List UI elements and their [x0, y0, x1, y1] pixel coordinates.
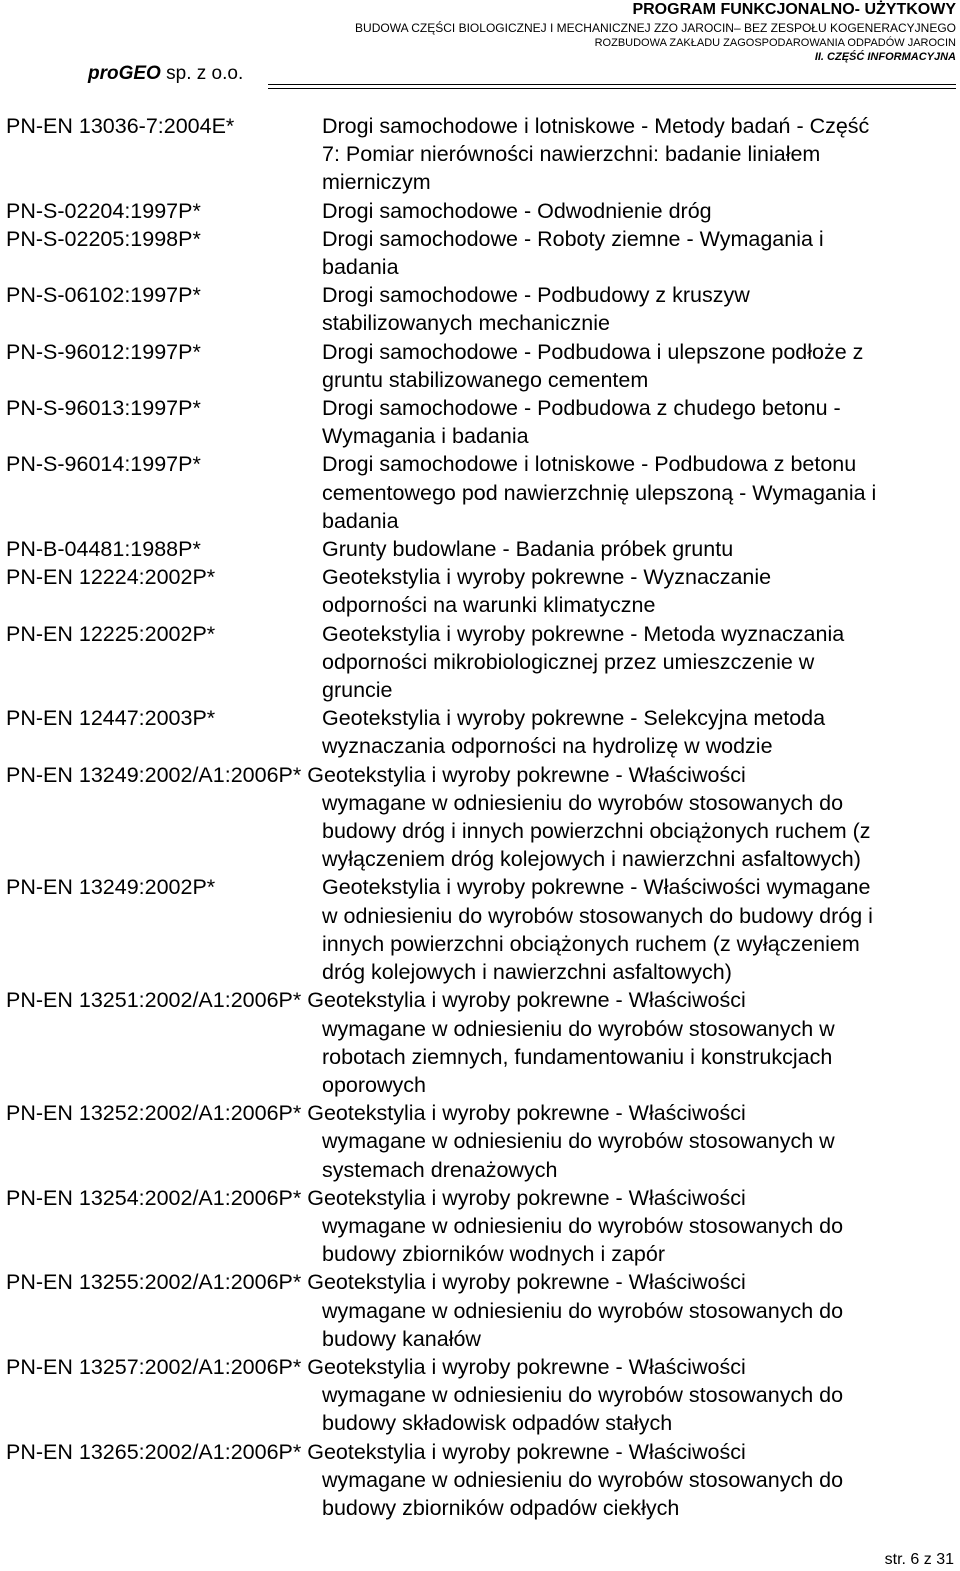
standard-title: Drogi samochodowe - Podbudowa i ulepszone podłoże z gruntu stabilizowanego cementem: [322, 339, 864, 392]
company-name: proGEO: [88, 63, 161, 84]
standard-code: PN-EN 13251:2002/A1:2006P*: [6, 988, 302, 1013]
standard-title: Drogi samochodowe - Roboty ziemne - Wymagania i badania: [322, 226, 824, 280]
standard-title: Geotekstylia i wyroby pokrewne - Wyznaczanie odporności na warunki klimatyczne: [322, 565, 772, 618]
standard-code: PN-S-96012:1997P*: [6, 339, 201, 364]
standard-entry: [6, 450, 956, 535]
standard-title: Grunty budowlane - Badania próbek gruntu: [322, 537, 734, 562]
standard-code: PN-EN 12225:2002P*: [6, 621, 216, 646]
standard-entry: [6, 986, 956, 1099]
standard-title-first-line: Geotekstylia i wyroby pokrewne - Właściwości: [301, 1101, 746, 1126]
standard-code: PN-S-02204:1997P*: [6, 198, 201, 223]
standard-code: PN-EN 13036-7:2004E*: [6, 114, 235, 138]
standard-entry: [6, 1184, 956, 1269]
standard-code: PN-S-96014:1997P*: [6, 452, 201, 477]
standard-title-first-line: Geotekstylia i wyroby pokrewne - Właściwości: [301, 1439, 746, 1464]
standard-entry: [6, 704, 956, 760]
header-section-name: II. CZĘŚĆ INFORMACYJNA: [814, 51, 956, 63]
standard-code: PN-EN 13254:2002/A1:2006P*: [6, 1185, 302, 1210]
header-project-subtitle: ROZBUDOWA ZAKŁADU ZAGOSPODAROWANIA ODPADÓW JAROCIN: [594, 37, 956, 49]
standard-entry: [6, 873, 956, 986]
standard-code: PN-EN 13265:2002/A1:2006P*: [6, 1439, 302, 1464]
standard-title: Drogi samochodowe - Odwodnienie dróg: [322, 198, 712, 223]
standard-title: wymagane w odniesieniu do wyrobów stosowanych do budowy zbiorników odpadów ciekłych: [322, 1467, 844, 1520]
standard-entry: [6, 281, 956, 337]
standard-title-first-line: Geotekstylia i wyroby pokrewne - Właściwości: [301, 1185, 746, 1210]
standard-title-first-line: Geotekstylia i wyroby pokrewne - Właściwości: [301, 988, 746, 1013]
header-program-title: PROGRAM FUNKCJONALNO- UŻYTKOWY: [632, 1, 956, 18]
standard-code: PN-EN 13249:2002/A1:2006P*: [6, 762, 302, 787]
standard-code: PN-EN 13249:2002P*: [6, 875, 216, 900]
standard-title-first-line: Geotekstylia i wyroby pokrewne - Właściwości: [301, 762, 746, 787]
standard-entry: [6, 563, 956, 619]
standard-code: PN-EN 12224:2002P*: [6, 565, 216, 590]
standard-title: wymagane w odniesieniu do wyrobów stosowanych do budowy dróg i innych powierzchni obciążonych ruchem (z wyłączeniem dróg kolejowych i nawierzchni asfaltowych): [322, 790, 871, 872]
standard-title: Geotekstylia i wyroby pokrewne - Selekcyjna metoda wyznaczania odporności na hydrolizę w wodzie: [322, 706, 826, 759]
standard-entry: [6, 338, 956, 394]
standard-entry: [6, 1099, 956, 1184]
standard-title: wymagane w odniesieniu do wyrobów stosowanych w systemach drenażowych: [322, 1129, 835, 1182]
document-header: [355, 0, 956, 64]
standard-code: PN-S-96013:1997P*: [6, 396, 201, 421]
standard-title: wymagane w odniesieniu do wyrobów stosowanych do budowy kanałów: [322, 1298, 844, 1351]
standard-title: wymagane w odniesieniu do wyrobów stosowanych w robotach ziemnych, fundamentowaniu i konstrukcjach oporowych: [322, 1016, 835, 1097]
standard-entry: [6, 112, 956, 197]
standard-code: PN-EN 13257:2002/A1:2006P*: [6, 1354, 302, 1379]
standard-title: Drogi samochodowe i lotniskowe - Podbudowa z betonu cementowego pod nawierzchnię ulepszoną - Wymagania i badania: [322, 452, 877, 533]
header-project-title: BUDOWA CZĘŚCI BIOLOGICZNEJ I MECHANICZNEJ ZZO JAROCIN– BEZ ZESPOŁU KOGENERACYJNEGO: [355, 21, 956, 35]
standard-code: PN-EN 13252:2002/A1:2006P*: [6, 1101, 302, 1126]
standard-entry: [6, 761, 956, 874]
standard-code: PN-S-06102:1997P*: [6, 283, 201, 308]
header-divider-2: [268, 88, 956, 89]
standard-title: Drogi samochodowe - Podbudowy z kruszyw stabilizowanych mechanicznie: [322, 283, 750, 336]
standard-entry: [6, 394, 956, 450]
standard-entry: [6, 535, 956, 563]
standard-title-first-line: Geotekstylia i wyroby pokrewne - Właściwości: [301, 1270, 746, 1295]
standards-list: [6, 112, 956, 1522]
standard-title: Drogi samochodowe i lotniskowe - Metody badań - Część 7: Pomiar nierówności nawierzchni: badanie liniałem mierniczym: [322, 114, 870, 195]
standard-entry: [6, 1438, 956, 1523]
standard-entry: [6, 620, 956, 705]
standard-title: Geotekstylia i wyroby pokrewne - Właściwości wymagane w odniesieniu do wyrobów stosowanych do budowy dróg i innych powierzchni obciążonych ruchem (z wyłączeniem dróg kolejowych i nawierzchni asfaltowych): [322, 875, 873, 985]
company-suffix: sp. z o.o.: [160, 63, 244, 84]
standard-entry: [6, 1268, 956, 1353]
standard-entry: [6, 197, 956, 225]
standard-code: PN-EN 13255:2002/A1:2006P*: [6, 1270, 302, 1295]
standard-title-first-line: Geotekstylia i wyroby pokrewne - Właściwości: [301, 1354, 746, 1379]
company-logo-text: [88, 62, 243, 86]
standard-title: wymagane w odniesieniu do wyrobów stosowanych do budowy składowisk odpadów stałych: [322, 1383, 844, 1436]
standard-entry: [6, 1353, 956, 1438]
page-number: str. 6 z 31: [884, 1551, 954, 1568]
header-divider: [268, 84, 956, 85]
standard-code: PN-EN 12447:2003P*: [6, 706, 216, 731]
standard-entry: [6, 225, 956, 281]
standard-code: PN-S-02205:1998P*: [6, 226, 201, 251]
standard-title: wymagane w odniesieniu do wyrobów stosowanych do budowy zbiorników wodnych i zapór: [322, 1213, 844, 1267]
standard-title: Drogi samochodowe - Podbudowa z chudego betonu - Wymagania i badania: [322, 396, 841, 449]
standard-title: Geotekstylia i wyroby pokrewne - Metoda wyznaczania odporności mikrobiologicznej przez umieszczenie w gruncie: [322, 621, 845, 703]
standard-code: PN-B-04481:1988P*: [6, 537, 201, 562]
